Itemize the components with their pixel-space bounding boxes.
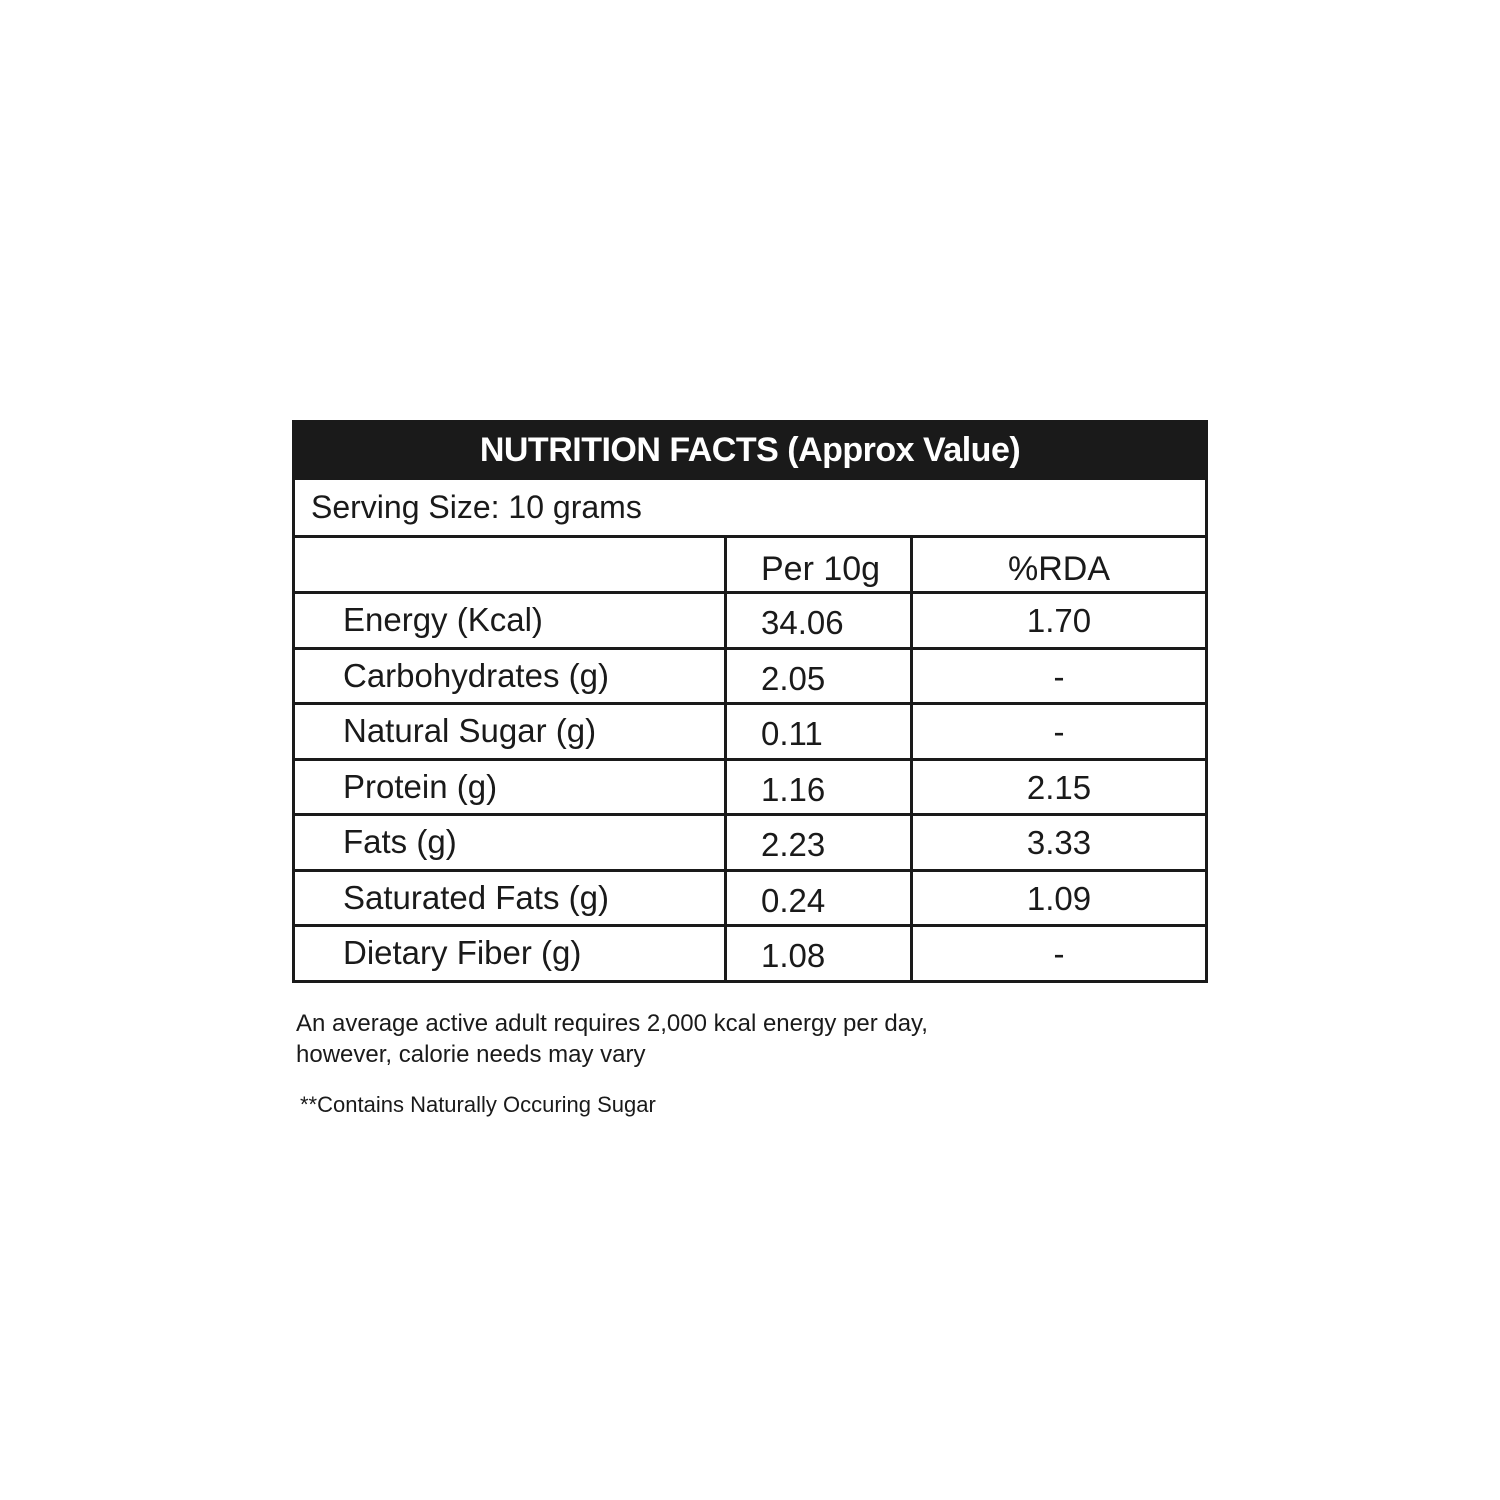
table-row: [294, 704, 1207, 760]
rda-value: -: [912, 648, 1207, 704]
rda-value: -: [912, 926, 1207, 982]
table-row: [294, 593, 1207, 649]
nutrition-table: [292, 420, 1208, 983]
column-header-row: [294, 537, 1207, 593]
per-10g-value: 0.11: [726, 704, 912, 760]
serving-size: Serving Size: 10 grams: [294, 479, 1207, 537]
per-10g-value: 34.06: [726, 593, 912, 649]
per-10g-value: 1.16: [726, 759, 912, 815]
table-row: [294, 926, 1207, 982]
nutrient-name: Saturated Fats (g): [294, 870, 726, 926]
rda-value: -: [912, 704, 1207, 760]
energy-note-line-2: however, calorie needs may vary: [296, 1041, 646, 1068]
energy-note-line-1: An average active adult requires 2,000 kcal energy per day,: [296, 1010, 928, 1037]
column-header-per-10g: Per 10g: [726, 537, 912, 593]
nutrition-title: NUTRITION FACTS (Approx Value): [294, 422, 1207, 479]
nutrient-name: Protein (g): [294, 759, 726, 815]
per-10g-value: 1.08: [726, 926, 912, 982]
serving-row: [294, 479, 1207, 537]
per-10g-value: 2.05: [726, 648, 912, 704]
table-row: [294, 815, 1207, 871]
natural-sugar-note: **Contains Naturally Occuring Sugar: [300, 1092, 656, 1117]
energy-requirement-note: [296, 1008, 1196, 1070]
nutrient-name: Energy (Kcal): [294, 593, 726, 649]
column-header-nutrient: [294, 537, 726, 593]
rda-value: 2.15: [912, 759, 1207, 815]
nutrient-name: Dietary Fiber (g): [294, 926, 726, 982]
table-row: [294, 870, 1207, 926]
per-10g-value: 0.24: [726, 870, 912, 926]
per-10g-value: 2.23: [726, 815, 912, 871]
table-row: [294, 759, 1207, 815]
title-row: [294, 422, 1207, 479]
nutrient-name: Natural Sugar (g): [294, 704, 726, 760]
rda-value: 1.70: [912, 593, 1207, 649]
nutrition-facts-label: [292, 420, 1205, 983]
column-header-rda: %RDA: [912, 537, 1207, 593]
rda-value: 1.09: [912, 870, 1207, 926]
nutrient-name: Carbohydrates (g): [294, 648, 726, 704]
nutrient-name: Fats (g): [294, 815, 726, 871]
rda-value: 3.33: [912, 815, 1207, 871]
table-row: [294, 648, 1207, 704]
